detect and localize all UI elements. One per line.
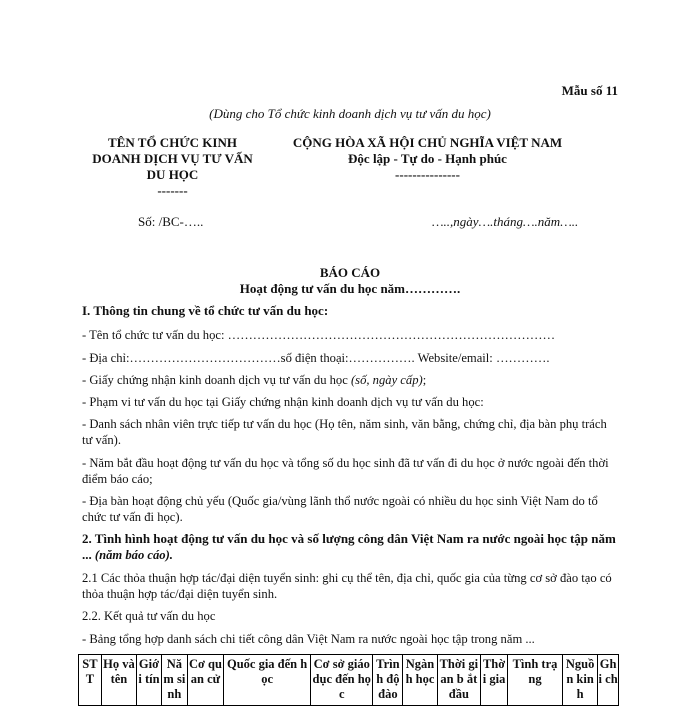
section-2-heading	[82, 531, 618, 563]
column-header: Cơ quan cử	[187, 655, 223, 706]
scope-line: - Phạm vi tư vấn du học tại Giấy chứng nhận kinh doanh dịch vụ tư vấn du học:	[82, 395, 484, 409]
column-header: Quốc gia đến học	[224, 655, 311, 706]
document-date: …..,ngày….tháng….năm…..	[432, 214, 579, 229]
start-year-line: - Năm bắt đầu hoạt động tư vấn du học và tổng số du học sinh đã tư vấn đi du học ở nước ngoài đến thời điểm báo cáo;	[82, 456, 609, 486]
address-line: - Địa chỉ:………………………………số điện thoại:……………. Website/email: ………….	[82, 351, 550, 365]
paragraph-2-2: 2.2. Kết quả tư vấn du học	[82, 609, 216, 623]
document-number: Số: /BC-…..	[138, 214, 204, 229]
org-line: DOANH DỊCH VỤ TƯ VẤN	[92, 151, 253, 166]
license-suffix: ;	[422, 373, 427, 387]
form-number: Mẫu số 11	[561, 83, 618, 98]
column-header: Thờ i gia	[481, 655, 508, 706]
org-line: DU HỌC	[146, 167, 199, 182]
section-1-heading: I. Thông tin chung về tổ chức tư vấn du học:	[82, 303, 329, 318]
license-line	[82, 372, 618, 388]
motto: Độc lập - Tự do - Hạnh phúc	[348, 151, 507, 166]
student-summary-table	[78, 654, 619, 706]
column-header: Gh i ch	[598, 655, 619, 706]
motto-divider: ---------------	[395, 167, 460, 182]
license-italic: (số, ngày cấp)	[350, 373, 423, 387]
column-header: Trìn h độ đào	[373, 655, 403, 706]
organization-name-block	[80, 135, 265, 199]
country-name: CỘNG HÒA XÃ HỘI CHỦ NGHĨA VIỆT NAM	[292, 135, 563, 150]
paragraph-2-1: 2.1 Các thỏa thuận hợp tác/đại diện tuyển sinh: ghi cụ thể tên, địa chỉ, quốc gia của từng cơ sở đào tạo có thỏa thuận hợp tác/đại diện tuyển sinh.	[82, 571, 612, 601]
paragraph-2-2-item: - Bảng tổng hợp danh sách chi tiết công dân Việt Nam ra nước ngoài học tập trong năm ...	[82, 632, 535, 646]
column-header: Cơ sở giáo dục đến học	[311, 655, 373, 706]
report-title: BÁO CÁO	[319, 265, 381, 280]
table-header-row	[79, 655, 619, 706]
column-header: Họ và tên	[101, 655, 136, 706]
section-2-heading-italic: (năm báo cáo).	[94, 548, 173, 562]
column-header: Thời gian b ắt đầu	[437, 655, 481, 706]
column-header: Tình trạ ng	[508, 655, 563, 706]
column-header: ST T	[79, 655, 102, 706]
column-header: Giớ i tín	[137, 655, 162, 706]
section-2-heading-text: 2. Tình hình hoạt động tư vấn du học và số lượng công dân Việt Nam ra nước ngoài học tập năm ...	[82, 531, 616, 562]
usage-note: (Dùng cho Tổ chức kinh doanh dịch vụ tư vấn du học)	[209, 106, 491, 121]
license-prefix: - Giấy chứng nhận kinh doanh dịch vụ tư vấn du học	[82, 373, 351, 387]
org-line: TÊN TỔ CHỨC KINH	[108, 135, 237, 150]
org-name-line: - Tên tổ chức tư vấn du học: ……………………………………………………………………	[82, 328, 556, 342]
column-header: Nă m sinh	[161, 655, 187, 706]
staff-list-line: - Danh sách nhân viên trực tiếp tư vấn du học (Họ tên, năm sinh, văn bằng, chứng chỉ, địa bàn phụ trách tư vấn).	[82, 417, 607, 447]
report-subtitle: Hoạt động tư vấn du học năm………….	[239, 281, 461, 296]
column-header: Ngàn h học	[403, 655, 437, 706]
column-header: Nguồ n kinh	[562, 655, 597, 706]
national-motto-block	[280, 135, 575, 183]
operating-area-line: - Địa bàn hoạt động chủ yếu (Quốc gia/vùng lãnh thổ nước ngoài có nhiều du học sinh Việt Nam do tổ chức tư vấn đi học).	[82, 494, 598, 524]
org-divider: -------	[157, 183, 188, 198]
